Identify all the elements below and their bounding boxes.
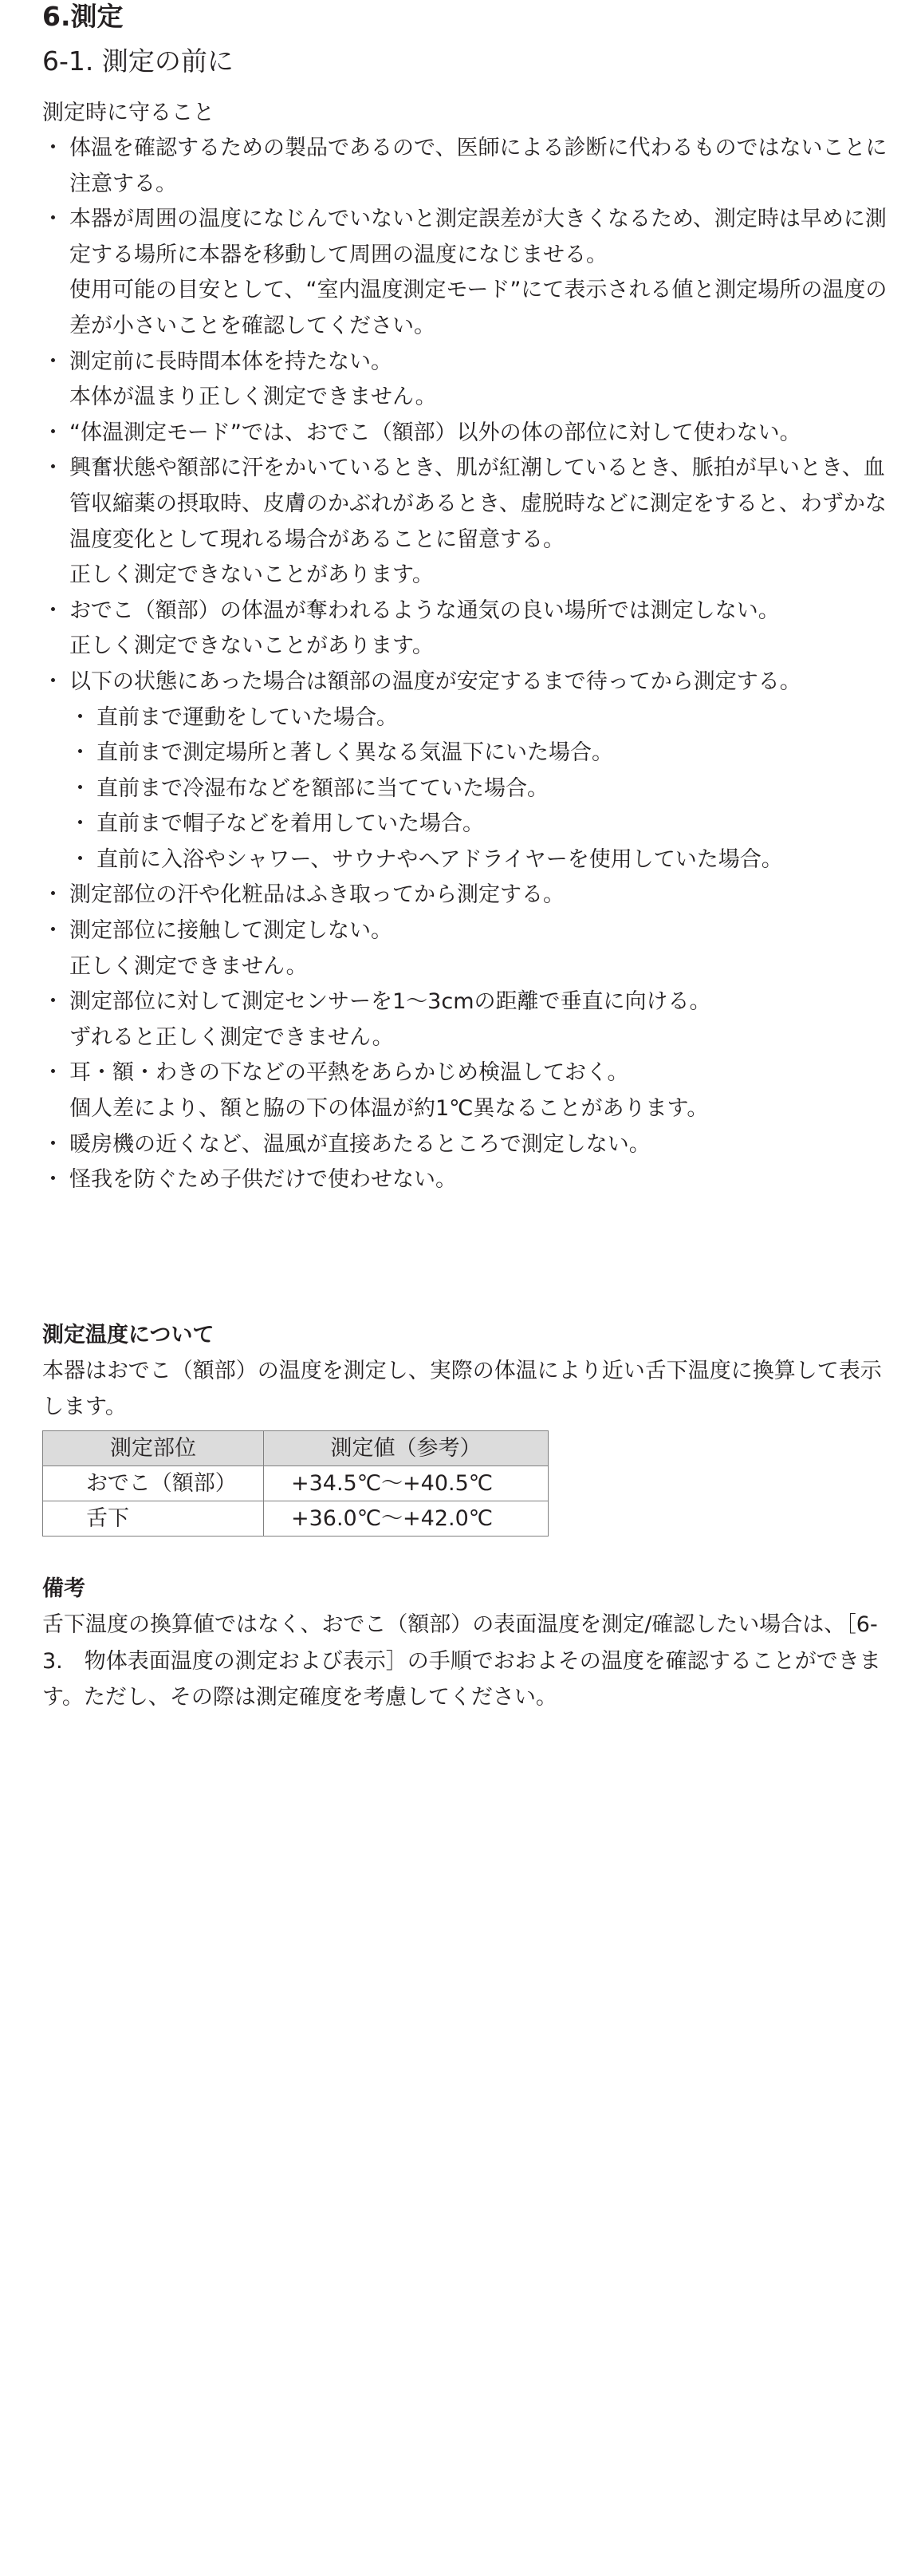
caution-text: 怪我を防ぐため子供だけで使わせない。 bbox=[69, 1167, 457, 1193]
caution-item bbox=[42, 913, 887, 984]
table-header-value: 測定値（参考） bbox=[264, 1431, 549, 1466]
section-title: 6.測定 bbox=[42, 1, 124, 32]
caution-note: 個人差により、額と脇の下の体温が約1℃異なることがあります。 bbox=[69, 1096, 709, 1122]
caution-text: 暖房機の近くなど、温風が直接あたるところで測定しない。 bbox=[69, 1131, 651, 1157]
caution-item bbox=[42, 451, 887, 593]
caution-list bbox=[42, 131, 887, 1198]
caution-text: 本器が周囲の温度になじんでいないと測定誤差が大きくなるため、測定時は早めに測定する場所に本器を移動して周囲の温度になじませる。 bbox=[69, 207, 887, 267]
wait-condition-item: ・ 直前まで運動をしていた場合。 bbox=[69, 700, 887, 736]
caution-note: 本体が温まり正しく測定できません。 bbox=[69, 385, 437, 410]
caution-note: ずれると正しく測定できません。 bbox=[69, 1024, 394, 1050]
table-cell-value: +36.0℃〜+42.0℃ bbox=[264, 1501, 549, 1537]
caution-item bbox=[42, 878, 887, 913]
table-header-row bbox=[43, 1431, 549, 1466]
wait-condition-item: ・ 直前に入浴やシャワー、サウナやヘアドライヤーを使用していた場合。 bbox=[69, 842, 887, 878]
caution-text: 測定前に長時間本体を持たない。 bbox=[69, 349, 392, 374]
caution-text: “体温測定モード”では、おでこ（額部）以外の体の部位に対して使わない。 bbox=[69, 420, 801, 445]
caution-item bbox=[42, 1055, 887, 1126]
table-row bbox=[43, 1466, 549, 1501]
caution-text: 興奮状態や額部に汗をかいているとき、肌が紅潮しているとき、脈拍が早いとき、血管収縮薬の摂取時、皮膚のかぶれがあるとき、虚脱時などに測定をすると、わずかな温度変化として現れる場合があることに留意する。 bbox=[69, 456, 887, 552]
temperature-description: 本器はおでこ（額部）の温度を測定し、実際の体温により近い舌下温度に換算して表示します。 bbox=[42, 1359, 882, 1419]
caution-text: 体温を確認するための製品であるので、医師による診断に代わるものではないことに注意する。 bbox=[69, 136, 887, 196]
caution-item bbox=[42, 416, 887, 452]
table-cell-site: 舌下 bbox=[43, 1501, 264, 1537]
table-cell-value: +34.5℃〜+40.5℃ bbox=[264, 1466, 549, 1501]
caution-note: 正しく測定できないことがあります。 bbox=[69, 562, 434, 588]
remark-text: 舌下温度の換算値ではなく、おでこ（額部）の表面温度を測定/確認したい場合は、［6-3. 物体表面温度の測定および表示］の手順でおおよその温度を確認することができます。ただし、その際は測定確度を考慮してください。 bbox=[42, 1612, 881, 1710]
caution-text: 測定部位の汗や化粧品はふき取ってから測定する。 bbox=[69, 882, 565, 908]
wait-condition-item: ・ 直前まで冷湿布などを額部に当てていた場合。 bbox=[69, 771, 887, 807]
sub-title: 6-1. 測定の前に bbox=[42, 45, 234, 77]
table-row bbox=[43, 1501, 549, 1537]
measurement-range-table bbox=[42, 1430, 549, 1537]
temperature-heading: 測定温度について bbox=[42, 1323, 214, 1347]
caution-item bbox=[42, 131, 887, 202]
caution-item bbox=[42, 202, 887, 344]
caution-note: 使用可能の目安として、“室内温度測定モード”にて表示される値と測定場所の温度の差が小さいことを確認してください。 bbox=[69, 278, 887, 338]
caution-item bbox=[42, 1127, 887, 1163]
caution-text: おでこ（額部）の体温が奪われるような通気の良い場所では測定しない。 bbox=[69, 598, 780, 623]
caution-text: 耳・額・わきの下などの平熱をあらかじめ検温しておく。 bbox=[69, 1060, 629, 1086]
caution-item bbox=[42, 1162, 887, 1198]
wait-condition-item: ・ 直前まで測定場所と著しく異なる気温下にいた場合。 bbox=[69, 736, 887, 771]
table-header-site: 測定部位 bbox=[43, 1431, 264, 1466]
caution-note: 正しく測定できません。 bbox=[69, 953, 308, 979]
caution-item bbox=[42, 594, 887, 665]
table-cell-site: おでこ（額部） bbox=[43, 1466, 264, 1501]
caution-item bbox=[42, 345, 887, 416]
wait-condition-item: ・ 直前まで帽子などを着用していた場合。 bbox=[69, 807, 887, 842]
wait-condition-list bbox=[69, 700, 887, 878]
caution-note: 正しく測定できないことがあります。 bbox=[69, 633, 434, 659]
remark-heading: 備考 bbox=[42, 1576, 85, 1601]
caution-text: 測定部位に接触して測定しない。 bbox=[69, 918, 392, 944]
caution-text: 以下の状態にあった場合は額部の温度が安定するまで待ってから測定する。 bbox=[69, 669, 801, 694]
caution-item bbox=[42, 984, 887, 1055]
caution-text: 測定部位に対して測定センサーを1〜3cmの距離で垂直に向ける。 bbox=[69, 989, 711, 1015]
caution-item bbox=[42, 665, 887, 878]
intro-text: 測定時に守ること bbox=[42, 101, 214, 125]
